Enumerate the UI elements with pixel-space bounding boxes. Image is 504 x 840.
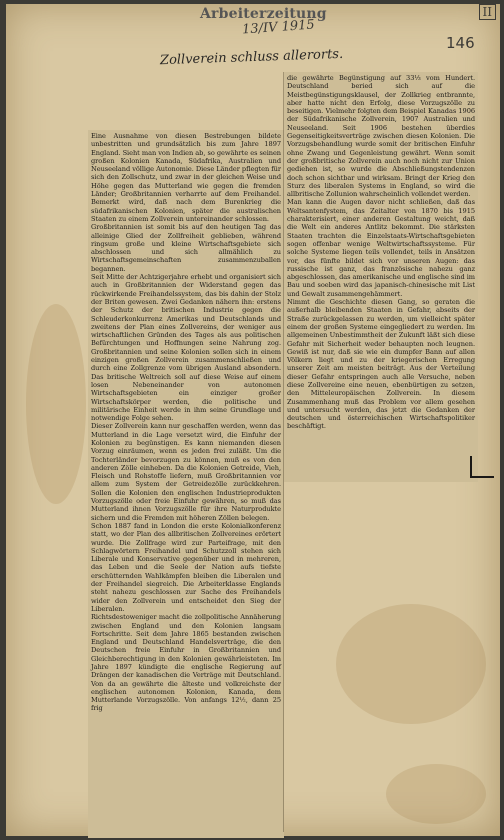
article-column-left-text: Eine Ausnahme von diesen Bestrebungen bildete unbestritten und grundsätzlich bis zum Jahre 1897 England. Sieht man von Indien ab, so gewährte es seinen großen Kolonien Kanada, Südafrika, Australien und Neuseeland völlige Autonomie. Diese Länder pflegten für sich den Zollschutz, und zwar in der gleichen Weise und Höhe gegen das Mutterland wie gegen die fremden Länder; Großbritannien verharrte auf dem Freihandel. Bemerkt wird, daß nach dem Burenkrieg die südafrikanischen Kolonien, später die australischen Staaten zu einem Zollverein untereinander schlossen. Großbritannien ist somit bis auf den heutigen Tag das alleinige Glied der Zollfreiheit geblieben, während ringsum große und kleine Wirtschaftsgebiete sich abschlossen und sich allmählich zu Wirtschaftsgemeinschaften zusammenzuballen begannen. Seit Mitte der Achtzigerjahre erhebt und organisiert sich auch in Großbritannien der Widerstand gegen das rückwirkende Freihandelssystem, das bis dahin der Stolz der Briten gewesen. Zwei Gedanken nähern ihn: erstens der Schutz der britischen Industrie gegen die Schleuderkonkurrenz Amerikas und Deutschlands und zweitens der Plan eines Zollvereins, der weniger aus wirtschaftlichen Gründen des Tages als aus politischen Befürchtungen und Hoffnungen seine Nahrung zog. Großbritannien und seine Kolonien sollen sich in einem einzigen großen Zollverein zusammenschließen und durch eine Zollgrenze vom übrigen Ausland absondern. Das britische Weltreich soll auf diese Weise auf einem losen Nebeneinander von autonomen Wirtschaftsgebieten ein einziger großer Wirtschaftskörper werden, die politische und militärische Einheit werde in ihm seine Grundlage und notwendige Folge sehen. Dieser Zollverein kann nur geschaffen werden, wenn das Mutterland in die Lage versetzt wird, die Einfuhr der Kolonien zu begünstigen. Es kann niemanden diesen Vorzug einräumen, wenn es jeden frei zuläßt. Um die Tochterländer bevorzugen zu können, muß es von den anderen Zölle einheben. Da die Kolonien Getreide, Vieh, Fleisch und Rohstoffe liefern, muß Großbritannien vor allem zum System der Getreidezölle zurückkehren. Sollen die Kolonien den englischen Industrieprodukten Vorzugszölle oder freie Einfuhr gewähren, so muß das Mutterland ihnen Vorzugszölle für ihre Naturprodukte sichern und die Fremden mit höheren Zöllen belegen. Schon 1887 fand in London die erste Kolonialkonferenz statt, wo der Plan des allbritischen Zollvereines erörtert wurde. Die Zollfrage wird zur Parteifrage, mit den Schlagwörtern Freihandel und Schutzzoll stehen sich Liberale und Konservative gegenüber und in mehreren, das Leben und die Seele der Nation aufs tiefste erschütternden Wahlkämpfen bleiben die Liberalen und der Freihandel siegreich. Die Arbeiterklasse Englands steht nahezu geschlossen zur Sache des Freihandels wider den Zollverein und entscheidet den Sieg der Liberalen. Richtsdestoweniger macht die zollpolitische Annäherung zwischen England und den Kolonien langsam Fortschritte. Seit dem Jahre 1865 bestanden zwischen England und Deutschland Handelsverträge, die den Deutschen freie Einfuhr in Großbritannien und Gleichberechtigung in den Kolonien gewährleisteten. Im Jahre 1897 kündigte die englische Regierung auf Drängen der kanadischen die Verträge mit Deutschland. Von da an gewährte die älteste und volkreichste der englischen autonomen Kolonien, Kanada, dem Mutterlande Vorzugszölle. Von anfangs 12½, dann 25 frig <box>91 132 281 713</box>
handwritten-title: Zollverein schluss allerorts. <box>159 46 344 69</box>
paper-stain <box>26 304 86 504</box>
handwritten-date: 13/IV 1915 <box>241 17 316 38</box>
newspaper-masthead: Arbeiterzeitung <box>200 6 327 22</box>
corner-page-mark: II <box>479 4 496 20</box>
paper-stain <box>336 604 486 724</box>
clipping-column-right <box>284 72 478 482</box>
editorial-bracket-mark <box>470 456 494 478</box>
article-column-right-text: die gewährte Begünstigung auf 33⅓ vom Hundert. Deutschland beried sich auf die Meistbegünstigungsklausel, der Zollkrieg entbrannte, aber hatte nicht den Erfolg, diese Vorzugszölle zu beseitigen. Vielmehr folgten dem Beispiel Kanadas 1906 der Südafrikanische Zollverein, 1907 Australien und Neuseeland. Seit 1906 bestehen überdies Gegenseitigkeitsverträge zwischen diesen Kolonien. Die Vorzugsbehandlung wurde somit der britischen Einfuhr ohne Zwang und Gegenleistung gewährt. Wenn somit der großbritische Zollverein auch noch nicht zur Union gediehen ist, so wurde die Abschließungstendenzen doch schon sichtbar und wirksam. Bringt der Krieg den Sturz des liberalen Systems in England, so wird die allbritische Zollunion wahrscheinlich vollendet werden. Man kann die Augen davor nicht schließen, daß das Weltsantenfystem, das Zeitalter von 1870 bis 1915 charakterisiert, einer anderen Gestaltung weicht, daß die Welt ein anderes Antlitz bekommt. Die stärksten Staaten trachten die Einzelstaats-Wirtschaftsgebieten sogen offenbar wenige Weltwirtschaftssysteme. Für solche Systeme liegen teils vollendet, teils in Ansätzen vor, das fünfte bildet sich vor unseren Augen: das russische ist ganz, das französische nahezu ganz abgeschlossen, das amerikanische und englische sind im Bau und soeben wird das japanisch-chinesische mit List und Gewalt zusammengehämmert. Nimmt die Geschichte diesen Gang, so geraten die außerhalb bleibenden Staaten in Gefahr, abseits der Straße zurückgelassen zu werden, um vielleicht später einem der großen Systeme eingegliedert zu werden. Im allgemeinen Unbestimmtheit der Zukunft läßt sich diese Gefahr mit Sicherheit weder behaupten noch leugnen. Gewiß ist nur, daß sie wie ein dumpfer Bann auf allen Völkern liegt und zu der kriegerischen Erregung unserer Zeit am meisten beiträgt. Aus der Verteilung dieser Gefahr entspringen auch alle Versuche, neben diese Zollvereine eine neuen, ebenbürtigen zu setzen, den Mitteleuropäischen Zollverein. In diesem Zusammenhang muß das Problem vor allem gesehen und untersucht werden, das jetzt die Gedanken der deutschen und österreichischen Wirtschaftspolitiker beschäftigt. <box>287 74 475 431</box>
column-divider <box>283 72 284 832</box>
archive-reference-number: 146 <box>446 34 475 52</box>
paper-stain <box>386 764 486 824</box>
clipping-column-left <box>88 130 284 838</box>
